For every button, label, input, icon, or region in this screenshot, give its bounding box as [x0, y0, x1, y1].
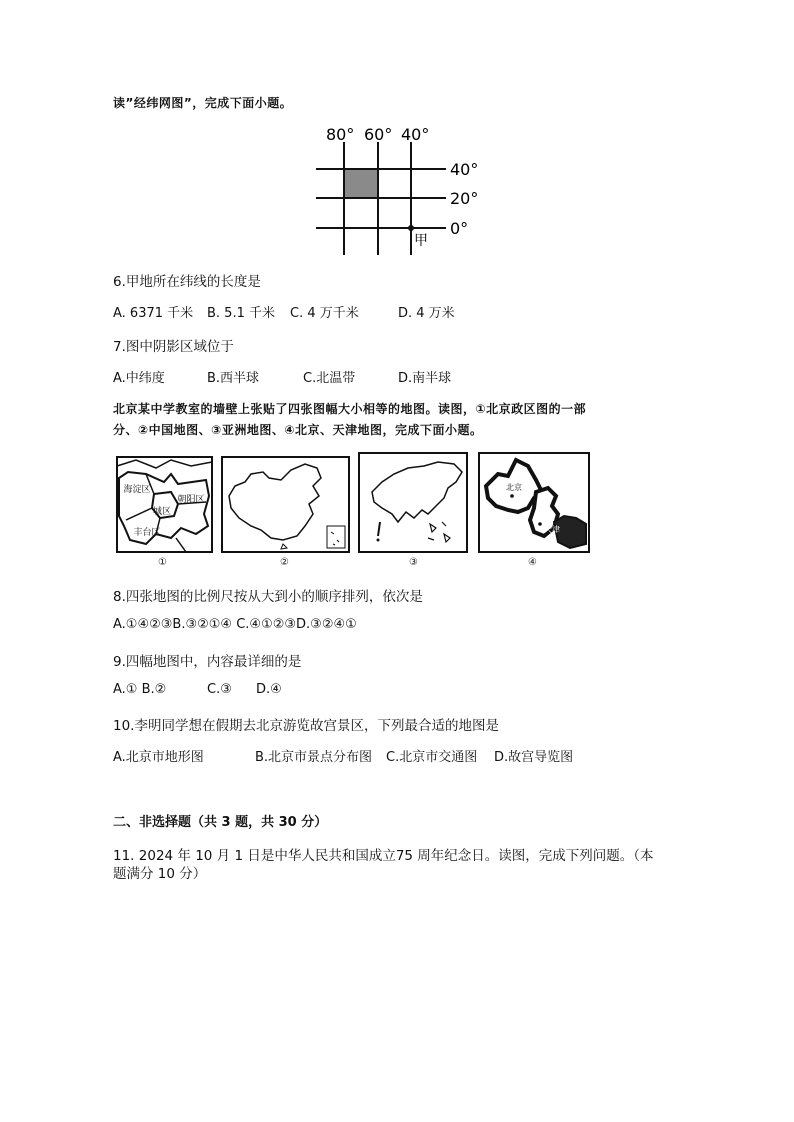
map1-label-chengqu: 城区	[152, 507, 171, 517]
q9-option-d: D.④	[256, 682, 282, 697]
map-caption-1: ①	[158, 557, 167, 568]
q7-option-c: C.北温带	[303, 371, 356, 386]
map-caption-4: ④	[528, 557, 537, 568]
map-3-asia	[358, 452, 468, 553]
q10-option-b: B.北京市景点分布图	[255, 750, 373, 765]
map-4-beijing-tianjin	[478, 452, 590, 553]
map-caption-3: ③	[409, 557, 418, 568]
q10-option-d: D.故宫导览图	[494, 750, 574, 765]
intro-maps-line2: 分、②中国地图、③亚洲地图、④北京、天津地图，完成下面小题。	[113, 423, 483, 437]
map1-label-chaoyang: 朝阳区	[177, 495, 205, 505]
q10-option-a: A.北京市地形图	[113, 750, 204, 765]
question-11-line1: 11. 2024 年 10 月 1 日是中华人民共和国成立75 周年纪念日。读图，完成下列问题。（本	[113, 848, 654, 864]
q7-option-a: A.中纬度	[113, 371, 165, 386]
lat-label: 0°	[450, 219, 469, 238]
q6-option-b: B. 5.1 千米	[207, 306, 275, 321]
q8-options: A.①④②③B.③②①④ C.④①②③D.③②④①	[113, 617, 357, 632]
intro-grid-text: 读”经纬网图”，完成下面小题。	[113, 96, 293, 110]
q6-option-d: D. 4 万米	[398, 306, 455, 321]
lat-lon-grid-figure	[300, 118, 500, 263]
map4-label-beijing: 北京	[506, 483, 522, 492]
shaded-region	[344, 169, 378, 198]
question-11-line2: 题满分 10 分）	[113, 866, 207, 882]
q10-option-c: C.北京市交通图	[386, 750, 478, 765]
question-10: 10.李明同学想在假期去北京游览故宫景区，下列最合适的地图是	[113, 718, 499, 734]
question-8: 8.四张地图的比例尺按从大到小的顺序排列，依次是	[113, 589, 423, 605]
map4-label-tianjin: 天津	[544, 525, 560, 534]
point-jia-label: 甲	[414, 233, 428, 249]
lon-label: 60°	[364, 125, 393, 144]
map1-label-haidian: 海淀区	[123, 485, 151, 495]
q7-option-b: B.西半球	[207, 371, 260, 386]
question-6: 6.甲地所在纬线的长度是	[113, 274, 261, 290]
map-2-china	[221, 456, 350, 553]
point-jia-marker	[408, 225, 414, 231]
question-7: 7.图中阴影区域位于	[113, 339, 234, 355]
q6-option-a: A. 6371 千米	[113, 306, 194, 321]
section-2-title: 二、非选择题（共 3 题，共 30 分）	[113, 815, 328, 830]
q9-option-c: C.③	[207, 682, 232, 697]
map-caption-2: ②	[280, 557, 289, 568]
q9-option-ab: A.① B.②	[113, 682, 167, 697]
lon-label: 80°	[326, 125, 355, 144]
lon-label: 40°	[401, 125, 430, 144]
q6-option-c: C. 4 万千米	[290, 306, 359, 321]
lat-label: 20°	[450, 189, 479, 208]
q7-option-d: D.南半球	[398, 371, 452, 386]
map-1-beijing-districts	[116, 456, 213, 553]
lat-label: 40°	[450, 160, 479, 179]
map1-label-fengtai: 丰台区	[133, 528, 161, 538]
question-9: 9.四幅地图中，内容最详细的是	[113, 654, 302, 670]
intro-maps-line1: 北京某中学教室的墙壁上张贴了四张图幅大小相等的地图。读图，①北京政区图的一部	[113, 402, 587, 416]
